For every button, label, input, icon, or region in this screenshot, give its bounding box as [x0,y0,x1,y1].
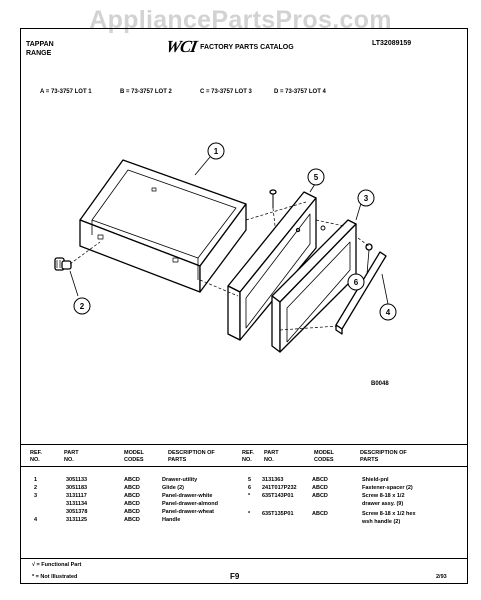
right-desc-5: wsh handle (2) [362,519,401,525]
col-codes: MODEL CODES [124,450,144,463]
right-ref-2: * [248,493,251,499]
left-codes-4: ABCD [124,509,140,515]
wci-logo: WCI [164,37,198,56]
left-part-0: 3051133 [66,477,88,483]
catalog-title: FACTORY PARTS CATALOG [200,43,294,51]
col-ref: REF. NO. [30,450,42,463]
left-codes-0: ABCD [124,477,140,483]
callout-4: 4 [385,308,391,317]
drawer-utility [80,160,246,292]
exploded-diagram [40,120,440,390]
right-codes-4: ABCD [312,511,328,517]
left-part-1: 3051183 [66,485,88,491]
col-desc-2: DESCRIPTION OF PARTS [360,450,407,463]
right-ref-4: * [248,511,251,517]
left-desc-1: Glide (2) [162,485,185,491]
watermark: AppliancePartsPros.com [89,6,392,34]
left-codes-1: ABCD [124,485,140,491]
left-part-3: 3131134 [66,501,88,507]
left-desc-0: Drawer-utility [162,477,198,483]
col-desc: DESCRIPTION OF PARTS [168,450,215,463]
footer-rule [20,558,468,559]
right-desc-2: Screw 8-18 x 1/2 [362,493,405,499]
left-desc-5: Handle [162,517,181,523]
col-ref-2: REF. NO. [242,450,254,463]
header-rule [20,466,468,467]
right-codes-2: ABCD [312,493,328,499]
right-desc-3: drawer assy. (9) [362,501,404,507]
left-ref-1: 2 [34,485,38,491]
left-ref-0: 1 [34,477,38,483]
drawing-id: B0048 [371,381,389,387]
lot-c: C = 73-3757 LOT 3 [200,89,252,95]
left-part-4: 3051378 [66,509,88,515]
lot-d: D = 73-3757 LOT 4 [274,89,326,95]
right-codes-1: ABCD [312,485,328,491]
model-number: LT32089159 [372,40,412,47]
lot-a: A = 73-3757 LOT 1 [40,89,92,95]
left-codes-2: ABCD [124,493,140,499]
left-part-5: 3131125 [66,517,88,523]
right-part-2: 635T143P01 [262,493,294,499]
left-ref-2: 3 [34,493,38,499]
brand-block [26,40,54,58]
left-ref-5: 4 [34,517,38,523]
callout-2: 2 [79,302,85,311]
left-desc-3: Panel-drawer-almond [162,501,218,507]
right-part-4: 635T135P01 [262,511,294,517]
product-type: RANGE [26,50,52,57]
left-codes-5: ABCD [124,517,140,523]
right-desc-0: Shield-pnl [362,477,389,483]
left-desc-2: Panel-drawer-white [162,493,213,499]
left-part-2: 3131117 [66,493,87,499]
right-desc-4: Screw 8-18 x 1/2 hex [362,511,416,517]
footnote-not-illustrated: * = Not Illustrated [32,574,78,580]
left-desc-4: Panel-drawer-wheat [162,509,214,515]
callout-1: 1 [213,147,219,156]
lot-b: B = 73-3757 LOT 2 [120,89,172,95]
right-codes-0: ABCD [312,477,328,483]
left-codes-3: ABCD [124,501,140,507]
glide [55,258,71,270]
right-ref-1: 6 [248,485,252,491]
callout-3: 3 [363,194,369,203]
col-part-2: PART NO. [264,450,279,463]
screw [270,190,276,208]
right-part-1: 241T017P232 [262,485,297,491]
catalog-date: 2/93 [436,574,447,580]
right-part-0: 3131363 [262,477,284,483]
right-ref-0: 5 [248,477,252,483]
table-top-rule [20,444,468,445]
col-part: PART NO. [64,450,79,463]
footnote-functional: √ = Functional Part [32,562,82,568]
col-codes-2: MODEL CODES [314,450,334,463]
callout-6: 6 [353,278,359,287]
page-number: F9 [230,572,240,581]
right-desc-1: Fastener-spacer (2) [362,485,413,491]
callout-5: 5 [313,173,319,182]
catalog-header [166,37,294,57]
brand-name: TAPPAN [26,41,54,48]
